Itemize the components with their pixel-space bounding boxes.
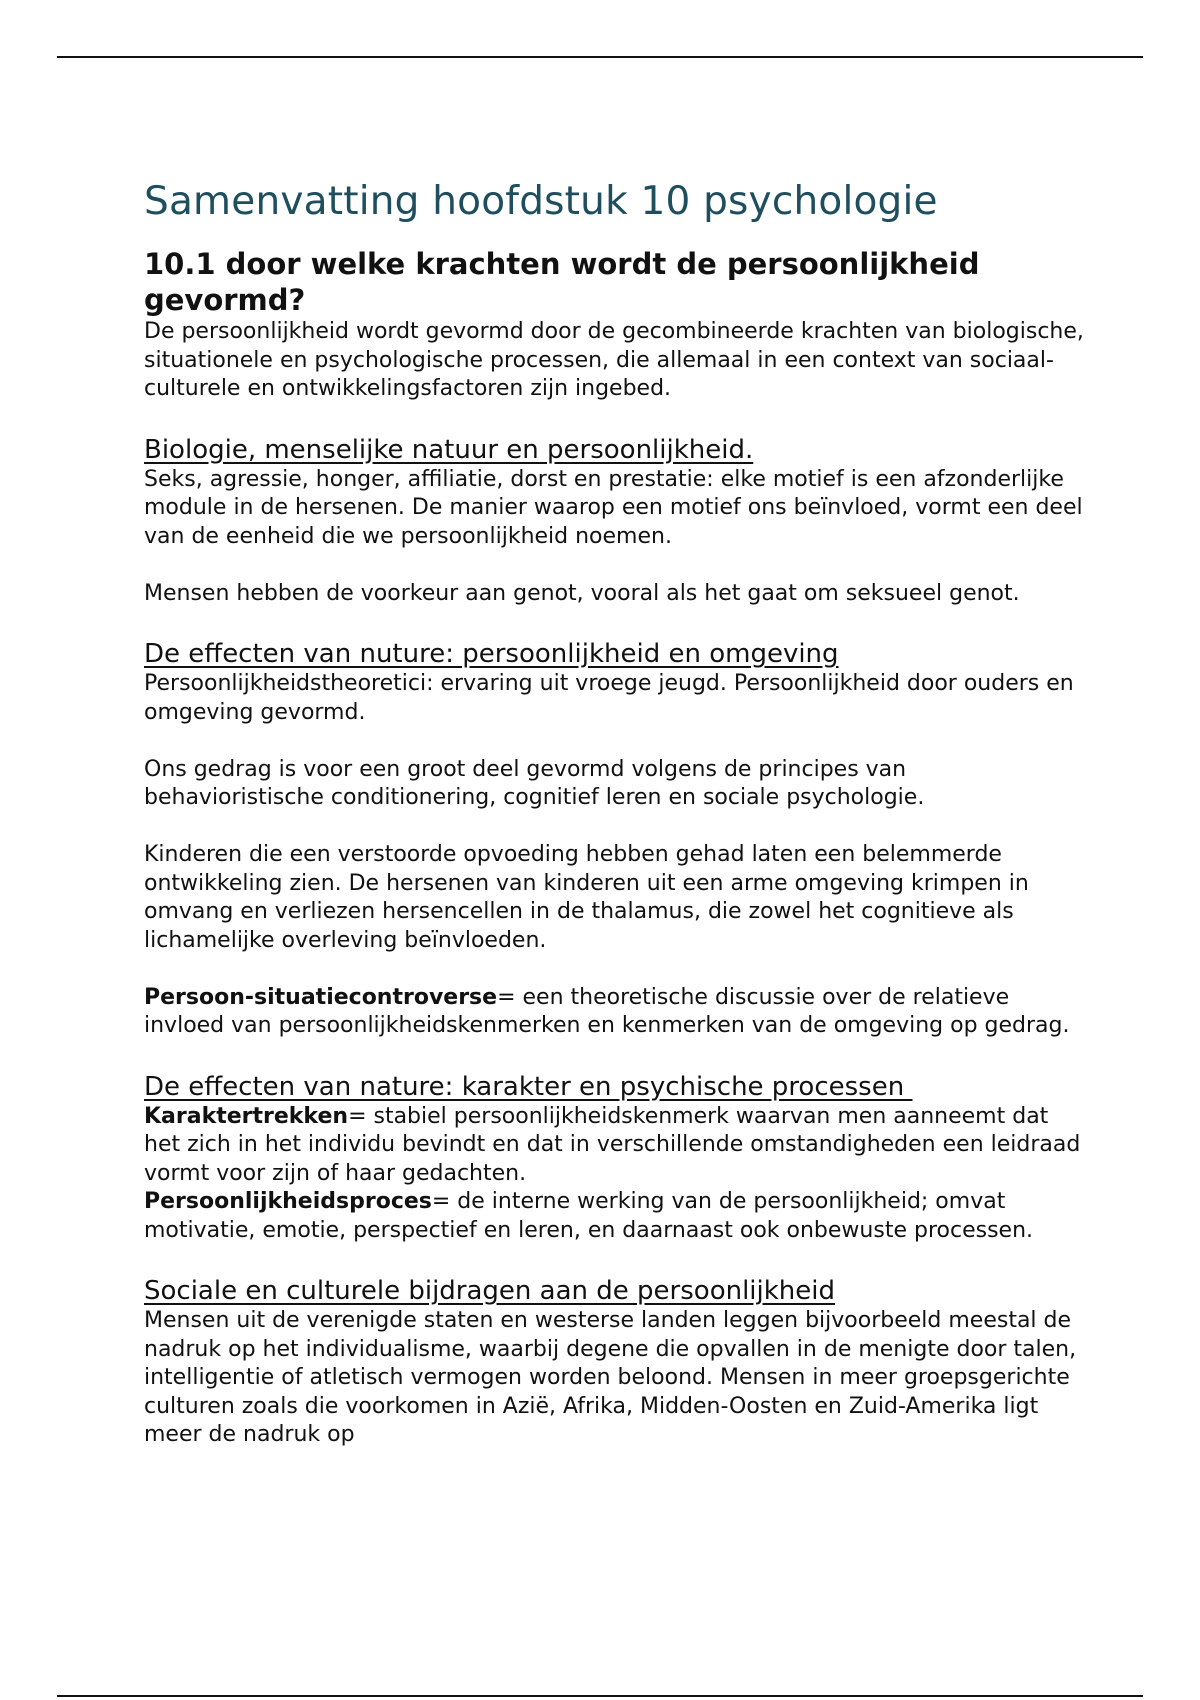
nurture-paragraph-1: Persoonlijkheidstheoretici: ervaring uit vroege jeugd. Persoonlijkheid door ouders en omgeving gevormd. <box>144 671 1074 725</box>
definition-text: = de interne werking van de persoonlijkheid; omvat motivatie, emotie, perspectief en leren, en daarnaast ook onbewuste processen. <box>144 1189 1034 1243</box>
definition-text: = stabiel persoonlijkheidskenmerk waarvan men aanneemt dat het zich in het individu bevindt en dat in verschillende omstandigheden een leidraad vormt voor zijn of haar gedachten. <box>144 1103 1081 1186</box>
document-title: Samenvatting hoofdstuk 10 psychologie <box>144 179 938 224</box>
definition-term: Persoon-situatiecontroverse <box>144 984 498 1010</box>
nurture-heading: De effecten van nuture: persoonlijkheid en omgeving <box>144 639 839 669</box>
definition-term: Persoonlijkheidsproces <box>144 1189 432 1214</box>
biology-paragraph-2: Mensen hebben de voorkeur aan genot, vooral als het gaat om seksueel genot. <box>144 580 1020 606</box>
process-definition <box>144 1188 1084 1245</box>
social-heading: Sociale en culturele bijdragen aan de persoonlijkheid <box>144 1276 836 1306</box>
footer-rule <box>57 1695 1143 1697</box>
nature-definitions <box>144 1103 1084 1246</box>
biology-paragraph-1: Seks, agressie, honger, affiliatie, dorst en prestatie: elke motief is een afzonderlijke module in de hersenen. De manier waarop een motief ons beïnvloed, vormt een deel van de eenheid die we persoonlijkheid noemen. <box>144 466 1083 549</box>
nurture-paragraph-2: Ons gedrag is voor een groot deel gevormd volgens de principes van behavioristische conditionering, cognitief leren en sociale psychologie. <box>144 756 925 810</box>
nature-heading: De effecten van nature: karakter en psychische processen <box>144 1071 913 1102</box>
section-heading: 10.1 door welke krachten wordt de persoonlijkheid gevormd? <box>144 247 980 317</box>
trait-definition <box>144 1103 1084 1189</box>
nurture-paragraph-3: Kinderen die een verstoorde opvoeding hebben gehad laten een belemmerde ontwikkeling zien. De hersenen van kinderen uit een arme omgeving krimpen in omvang en verliezen hersencellen in de thalamus, die zowel het cognitieve als lichamelijke overleving beïnvloeden. <box>144 842 1029 953</box>
definition-term: Karaktertrekken <box>144 1103 349 1129</box>
definition-text: = een theoretische discussie over de relatieve invloed van persoonlijkheidskenmerken en kenmerken van de omgeving op gedrag. <box>144 984 1070 1038</box>
biology-heading: Biologie, menselijke natuur en persoonlijkheid. <box>144 434 754 465</box>
document-body <box>144 176 1084 1450</box>
header-rule <box>57 56 1143 58</box>
person-situation-definition <box>144 984 1084 1041</box>
intro-paragraph: De persoonlijkheid wordt gevormd door de gecombineerde krachten van biologische, situationele en psychologische processen, die allemaal in een context van sociaal-culturele en ontwikkelingsfactoren zijn ingebed. <box>144 319 1084 401</box>
social-paragraph-1: Mensen uit de verenigde staten en westerse landen leggen bijvoorbeeld meestal de nadruk op het individualisme, waarbij degene die opvallen in de menigte door talen, intelligentie of atletisch vermogen worden beloond. Mensen in meer groepsgerichte culturen zoals die voorkomen in Azië, Afrika, Midden-Oosten en Zuid-Amerika ligt meer de nadruk op <box>144 1308 1077 1447</box>
